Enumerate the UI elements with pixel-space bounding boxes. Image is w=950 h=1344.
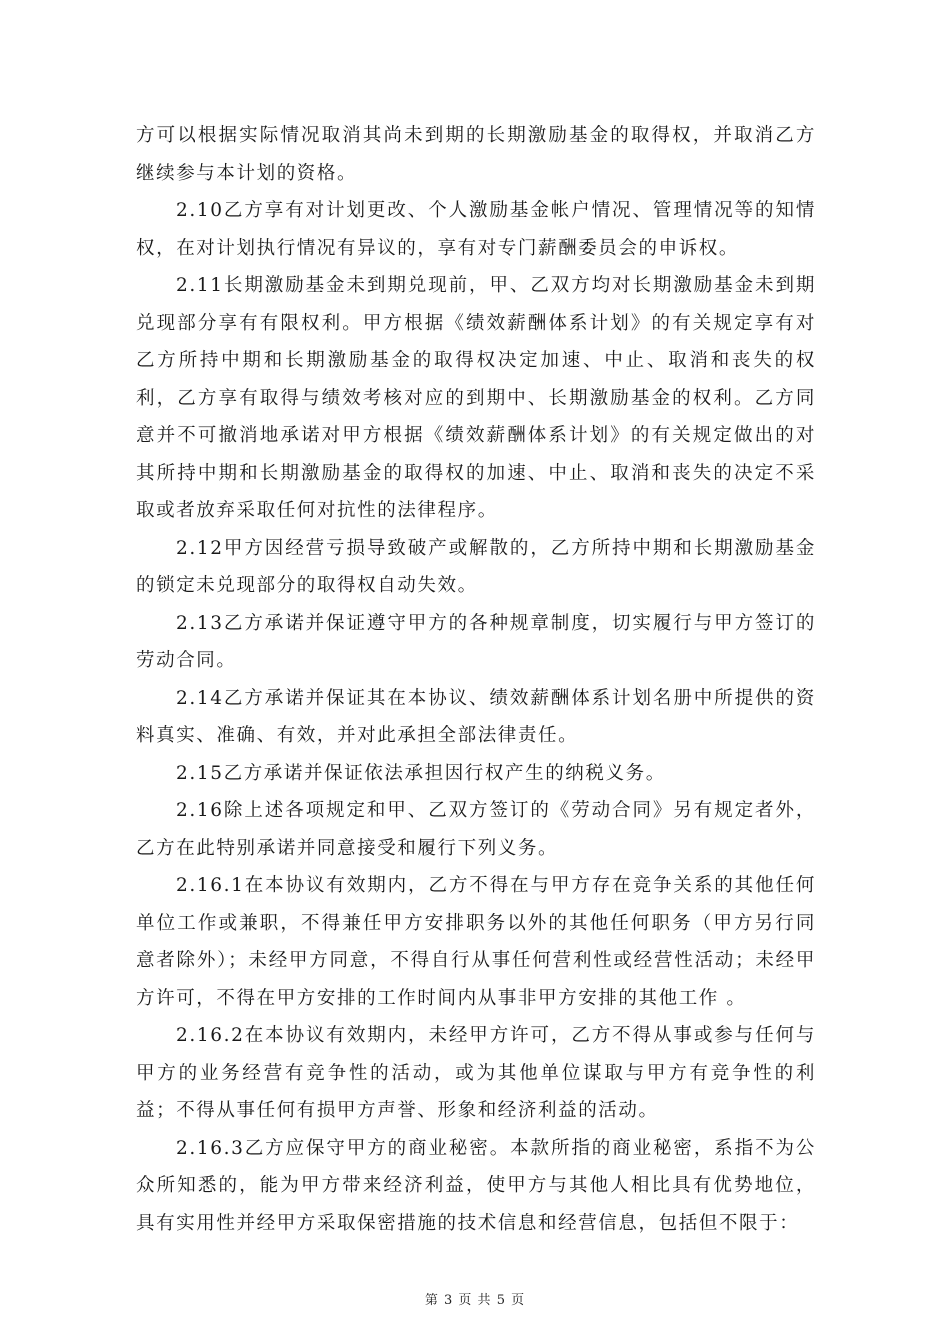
paragraph-2-13: 2.13乙方承诺并保证遵守甲方的各种规章制度，切实履行与甲方签订的劳动合同。 — [136, 612, 816, 671]
paragraph-2-15: 2.15乙方承诺并保证依法承担因行权产生的纳税义务。 — [176, 762, 666, 784]
paragraph-2-12: 2.12甲方因经营亏损导致破产或解散的，乙方所持中期和长期激励基金的锁定未兑现部分的取得权自动失效。 — [136, 537, 816, 596]
document-body — [136, 117, 816, 1242]
paragraph-2-11: 2.11长期激励基金未到期兑现前，甲、乙双方均对长期激励基金未到期兑现部分享有有限权利。甲方根据《绩效薪酬体系计划》的有关规定享有对乙方所持中期和长期激励基金的取得权决定加速、中止、取消和丧失的权利，乙方享有取得与绩效考核对应的到期中、长期激励基金的权利。乙方同意并不可撤消地承诺对甲方根据《绩效薪酬体系计划》的有关规定做出的对其所持中期和长期激励基金的取得权的加速、中止、取消和丧失的决定不采取或者放弃采取任何对抗性的法律程序。 — [136, 275, 816, 521]
paragraph-2-16-3: 2.16.3乙方应保守甲方的商业秘密。本款所指的商业秘密，系指不为公众所知悉的，能为甲方带来经济利益，使甲方与其他人相比具有优势地位，具有实用性并经甲方采取保密措施的技术信息和经营信息，包括但不限于： — [136, 1137, 816, 1234]
paragraph-2-16: 2.16除上述各项规定和甲、乙双方签订的《劳动合同》另有规定者外，乙方在此特别承诺并同意接受和履行下列义务。 — [136, 800, 816, 859]
paragraph-2-14: 2.14乙方承诺并保证其在本协议、绩效薪酬体系计划名册中所提供的资料真实、准确、有效，并对此承担全部法律责任。 — [136, 687, 816, 746]
paragraph-2-16-1: 2.16.1在本协议有效期内，乙方不得在与甲方存在竞争关系的其他任何单位工作或兼职，不得兼任甲方安排职务以外的其他任何职务（甲方另行同意者除外）；未经甲方同意，不得自行从事任何营利性或经营性活动；未经甲方许可，不得在甲方安排的工作时间内从事非甲方安排的其他工作 。 — [136, 875, 816, 1009]
paragraph-2-16-2: 2.16.2在本协议有效期内，未经甲方许可，乙方不得从事或参与任何与甲方的业务经营有竞争性的活动，或为其他单位谋取与甲方有竞争性的利益；不得从事任何有损甲方声誉、形象和经济利益的活动。 — [136, 1025, 816, 1121]
paragraph-2-10: 2.10乙方享有对计划更改、个人激励基金帐户情况、管理情况等的知情权，在对计划执行情况有异议的，享有对专门薪酬委员会的申诉权。 — [136, 200, 816, 259]
page-number-footer: 第 3 页 共 5 页 — [424, 1293, 526, 1308]
paragraph-continuation: 方可以根据实际情况取消其尚未到期的长期激励基金的取得权，并取消乙方继续参与本计划的资格。 — [136, 125, 816, 184]
